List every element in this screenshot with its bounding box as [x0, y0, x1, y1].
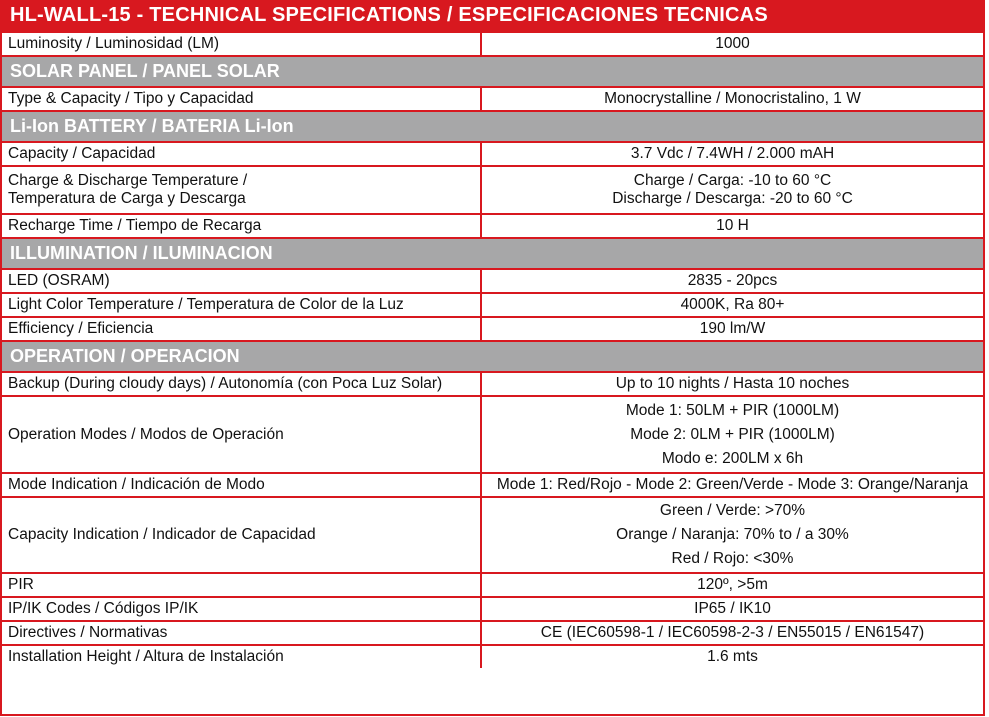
spec-value-line: Red / Rojo: <30% [671, 550, 794, 567]
spec-value-line: 1000 [715, 35, 750, 52]
spec-label: Efficiency / Eficiencia [2, 317, 481, 341]
spec-value-line: CE (IEC60598-1 / IEC60598-2-3 / EN55015 / EN61547) [540, 624, 925, 641]
spec-label: Installation Height / Altura de Instalación [2, 645, 481, 668]
spec-title: HL-WALL-15 - TECHNICAL SPECIFICATIONS / ESPECIFICACIONES TECNICAS [2, 0, 983, 31]
section-header [2, 111, 983, 142]
spec-value-line: 4000K, Ra 80+ [680, 296, 785, 313]
spec-label: Type & Capacity / Tipo y Capacidad [2, 87, 481, 111]
spec-row [2, 597, 983, 621]
spec-value-line: 10 H [716, 217, 749, 234]
spec-label: Backup (During cloudy days) / Autonomía (con Poca Luz Solar) [2, 372, 481, 396]
section-title: ILLUMINATION / ILUMINACION [2, 238, 983, 269]
section-header [2, 341, 983, 372]
spec-value [481, 269, 983, 293]
spec-row [2, 293, 983, 317]
spec-value [481, 142, 983, 166]
spec-row [2, 214, 983, 238]
spec-label: Operation Modes / Modos de Operación [2, 396, 481, 473]
spec-value [481, 317, 983, 341]
spec-label: Luminosity / Luminosidad (LM) [2, 32, 481, 56]
spec-row [2, 269, 983, 293]
spec-value [481, 621, 983, 645]
spec-row [2, 317, 983, 341]
spec-value-line: IP65 / IK10 [694, 600, 771, 617]
spec-value-line: Mode 1: 50LM + PIR (1000LM) [625, 401, 840, 419]
spec-value [481, 166, 983, 214]
spec-label: Directives / Normativas [2, 621, 481, 645]
spec-value [481, 573, 983, 597]
spec-row [2, 396, 983, 473]
spec-value [481, 645, 983, 668]
spec-label: IP/IK Codes / Códigos IP/IK [2, 597, 481, 621]
spec-value-line: Monocrystalline / Monocristalino, 1 W [604, 90, 861, 107]
spec-value-line: Charge / Carga: -10 to 60 °C [633, 172, 832, 189]
spec-value [481, 87, 983, 111]
spec-row [2, 142, 983, 166]
section-title: Li-Ion BATTERY / BATERIA Li-Ion [2, 111, 983, 142]
spec-value-line: Orange / Naranja: 70% to / a 30% [616, 526, 849, 543]
section-title: SOLAR PANEL / PANEL SOLAR [2, 56, 983, 87]
section-header [2, 56, 983, 87]
spec-value-line: 1.6 mts [707, 648, 758, 665]
spec-value-line: 120º, >5m [697, 576, 768, 593]
spec-value [481, 597, 983, 621]
spec-row [2, 573, 983, 597]
spec-value-line: Green / Verde: >70% [659, 502, 806, 519]
spec-table [2, 31, 983, 668]
spec-value-line: 2835 - 20pcs [687, 272, 778, 289]
spec-value [481, 473, 983, 497]
spec-row [2, 87, 983, 111]
spec-value [481, 293, 983, 317]
section-title: OPERATION / OPERACION [2, 341, 983, 372]
section-header [2, 238, 983, 269]
spec-value-line: Modo e: 200LM x 6h [661, 449, 804, 467]
spec-row [2, 32, 983, 56]
spec-label: Capacity / Capacidad [2, 142, 481, 166]
spec-label: Recharge Time / Tiempo de Recarga [2, 214, 481, 238]
spec-value-line: Mode 1: Red/Rojo - Mode 2: Green/Verde - Mode 3: Orange/Naranja [496, 476, 969, 493]
spec-value [481, 372, 983, 396]
spec-label: LED (OSRAM) [2, 269, 481, 293]
spec-value [481, 497, 983, 573]
spec-value-line: Discharge / Descarga: -20 to 60 °C [612, 190, 853, 207]
spec-label-line: Temperatura de Carga y Descarga [8, 190, 246, 207]
spec-value [481, 32, 983, 56]
spec-label [2, 166, 481, 214]
spec-value-line: Up to 10 nights / Hasta 10 noches [615, 375, 850, 392]
spec-value [481, 396, 983, 473]
spec-label: Mode Indication / Indicación de Modo [2, 473, 481, 497]
spec-value-line: Mode 2: 0LM + PIR (1000LM) [630, 425, 835, 443]
spec-label: PIR [2, 573, 481, 597]
spec-value-line: 190 lm/W [699, 320, 766, 337]
spec-row [2, 372, 983, 396]
spec-row [2, 497, 983, 573]
spec-row [2, 473, 983, 497]
spec-row [2, 645, 983, 668]
spec-label: Light Color Temperature / Temperatura de Color de la Luz [2, 293, 481, 317]
spec-value [481, 214, 983, 238]
spec-value-line: 3.7 Vdc / 7.4WH / 2.000 mAH [630, 145, 835, 162]
spec-row [2, 621, 983, 645]
spec-row [2, 166, 983, 214]
spec-label-line: Charge & Discharge Temperature / [8, 172, 248, 189]
spec-label: Capacity Indication / Indicador de Capacidad [2, 497, 481, 573]
